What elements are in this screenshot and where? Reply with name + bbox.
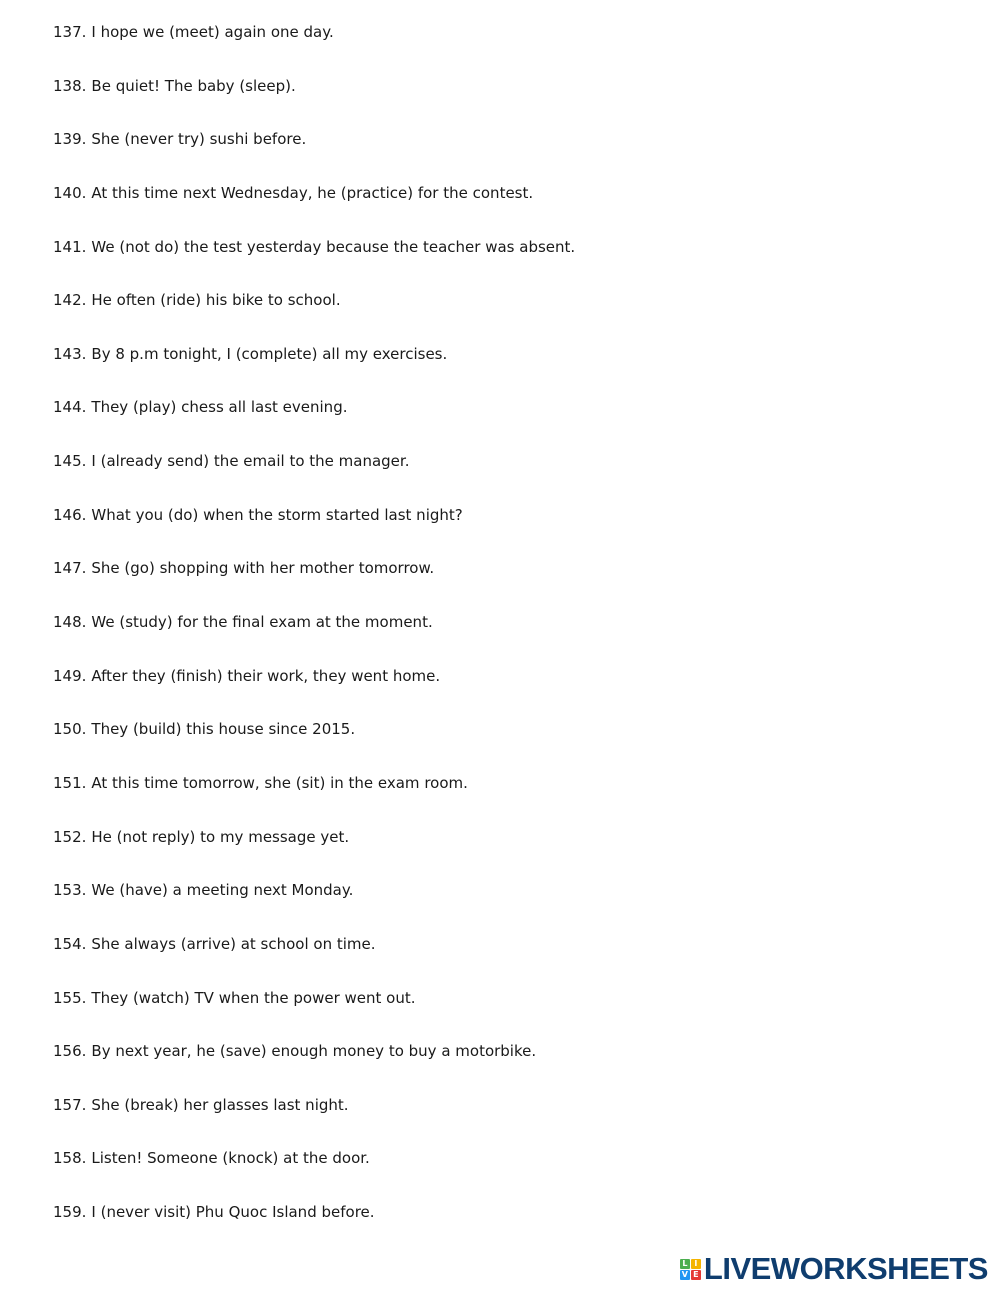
exercise-text: By next year, he (save) enough money to buy a motorbike. [91,1042,537,1061]
exercise-item [53,1095,953,1149]
exercise-text: I hope we (meet) again one day. [91,23,334,41]
exercise-number: 151. [53,773,87,792]
exercise-text: We (study) for the final exam at the moment. [91,613,433,632]
exercise-text: She (go) shopping with her mother tomorrow. [91,559,435,578]
exercise-item [53,988,953,1042]
logo-letter-i: I [691,1259,701,1269]
exercise-item [53,344,953,398]
exercise-number: 139. [53,130,87,149]
exercise-text: We (have) a meeting next Monday. [91,881,354,900]
exercise-number: 157. [53,1095,87,1114]
exercise-number: 147. [53,559,87,578]
exercise-item [53,612,953,666]
exercise-number: 142. [53,291,87,310]
logo-letter-v: V [681,1269,688,1279]
exercise-text: By 8 p.m tonight, I (complete) all my exercises. [91,344,448,363]
exercise-number: 141. [53,237,87,256]
exercise-list [53,22,953,1256]
exercise-item [53,183,953,237]
exercise-item [53,397,953,451]
exercise-number: 152. [53,827,87,846]
exercise-text: He (not reply) to my message yet. [91,827,350,846]
exercise-number: 155. [53,988,87,1007]
exercise-number: 143. [53,344,87,363]
exercise-text: She always (arrive) at school on time. [91,934,376,953]
liveworksheets-wordmark: LIVEWORKSHEETS [703,1251,988,1286]
exercise-text: At this time next Wednesday, he (practice) for the contest. [91,183,534,202]
logo-letter-e: E [691,1270,701,1280]
exercise-text: Listen! Someone (knock) at the door. [91,1149,370,1168]
exercise-item [53,505,953,559]
exercise-number: 156. [53,1042,87,1061]
exercise-number: 145. [53,452,87,471]
exercise-number: 150. [53,720,87,739]
exercise-item [53,827,953,881]
exercise-item [53,1202,953,1256]
exercise-text: We (not do) the test yesterday because the teacher was absent. [91,237,576,256]
exercise-item [53,773,953,827]
exercise-item [53,129,953,183]
exercise-item [53,666,953,720]
exercise-item [53,1041,953,1095]
exercise-text: He often (ride) his bike to school. [91,291,341,310]
exercise-item [53,451,953,505]
exercise-text: At this time tomorrow, she (sit) in the exam room. [91,773,468,792]
exercise-number: 140. [53,183,87,202]
exercise-number: 158. [53,1149,87,1168]
exercise-text: I (never visit) Phu Quoc Island before. [91,1203,375,1222]
exercise-number: 154. [53,934,87,953]
exercise-item [53,1148,953,1202]
exercise-text: They (watch) TV when the power went out. [91,988,416,1007]
exercise-text: After they (finish) their work, they went home. [91,666,441,685]
exercise-item [53,76,953,130]
exercise-text: She (break) her glasses last night. [91,1095,349,1114]
exercise-item [53,719,953,773]
exercise-item [53,237,953,291]
exercise-text: She (never try) sushi before. [91,130,307,149]
exercise-number: 137. [53,23,87,41]
exercise-text: Be quiet! The baby (sleep). [91,76,296,95]
exercise-text: What you (do) when the storm started last night? [91,505,463,524]
exercise-item [53,22,953,76]
exercise-number: 146. [53,505,87,524]
exercise-number: 149. [53,666,87,685]
exercise-number: 153. [53,881,87,900]
exercise-number: 144. [53,398,87,417]
liveworksheets-logo-icon [680,1259,701,1280]
exercise-text: They (build) this house since 2015. [91,720,356,739]
exercise-item [53,290,953,344]
exercise-number: 138. [53,76,87,95]
liveworksheets-brand [680,1251,988,1286]
exercise-text: I (already send) the email to the manager. [91,452,410,471]
exercise-number: 159. [53,1203,87,1222]
exercise-item [53,558,953,612]
exercise-item [53,880,953,934]
exercise-item [53,934,953,988]
exercise-text: They (play) chess all last evening. [91,398,348,417]
logo-letter-l: L [680,1259,690,1269]
exercise-number: 148. [53,613,87,632]
